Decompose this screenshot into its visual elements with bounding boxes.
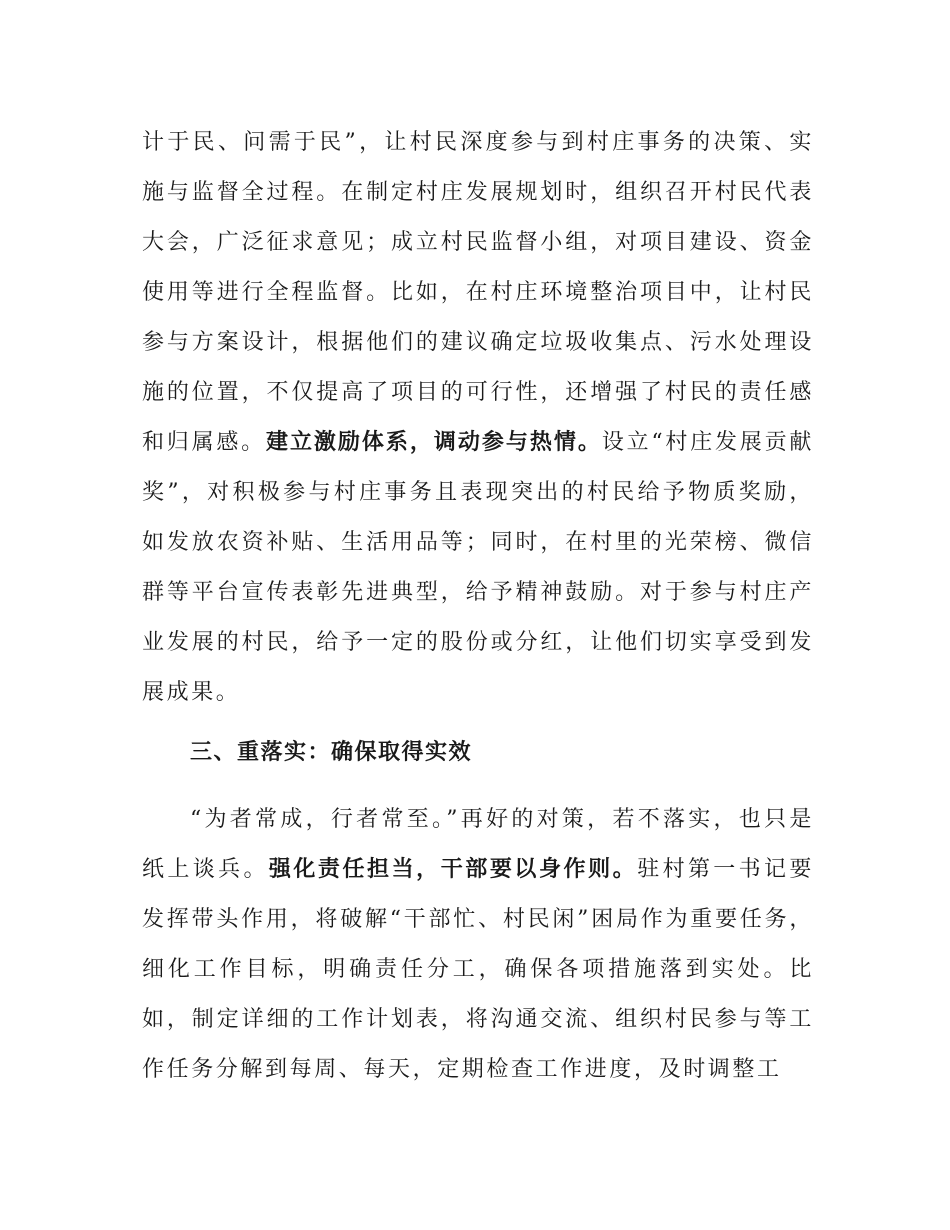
paragraph-1-bold-point: 建立激励体系，调动参与热情。 [265,430,602,455]
paragraph-1-text-c: 设立“村庄发展贡献奖”，对积极参与村庄事务且表现突出的村民给予物质奖励，如发放农资补贴、生活用品等；同时，在村里的光荣榜、微信群等平台宣传表彰先进典型，给予精神鼓励。对于参与村庄产业发展的村民，给予一定的股份或分红，让他们切实享受到发展成果。 [142,430,814,705]
paragraph-1-text-a: 计于民、问需于民”，让村民深度参与到村庄事务的决策、实施与监督全过程。在制定村庄发展规划时，组织召开村民代表大会，广泛征求意见；成立村民监督小组，对项目建设、资金使用等进行全程监督。比如，在村庄环境整治项目中，让村民参与方案设计，根据他们的建议确定垃圾收集点、污水处理设施的位置，不仅提高了项目的可行性，还增强了村民的责任感和归属感。 [142,130,814,455]
paragraph-2-bold-point: 强化责任担当，干部要以身作则。 [268,857,638,882]
paragraph-2-text-a: “为者常成，行者常至。”再好的对策，若不落实，也只是纸上谈兵。 [142,807,814,882]
paragraph-2-text-c: 驻村第一书记要发挥带头作用，将破解“干部忙、村民闲”困局作为重要任务，细化工作目标，明确责任分工，确保各项措施落到实处。比如，制定详细的工作计划表，将沟通交流、组织村民参与等工作任务分解到每周、每天，定期检查工作进度，及时调整工 [142,857,814,1082]
body-paragraph-2 [142,795,814,1095]
section-heading: 三、重落实：确保取得实效 [190,740,473,765]
body-paragraph-1 [142,118,814,718]
